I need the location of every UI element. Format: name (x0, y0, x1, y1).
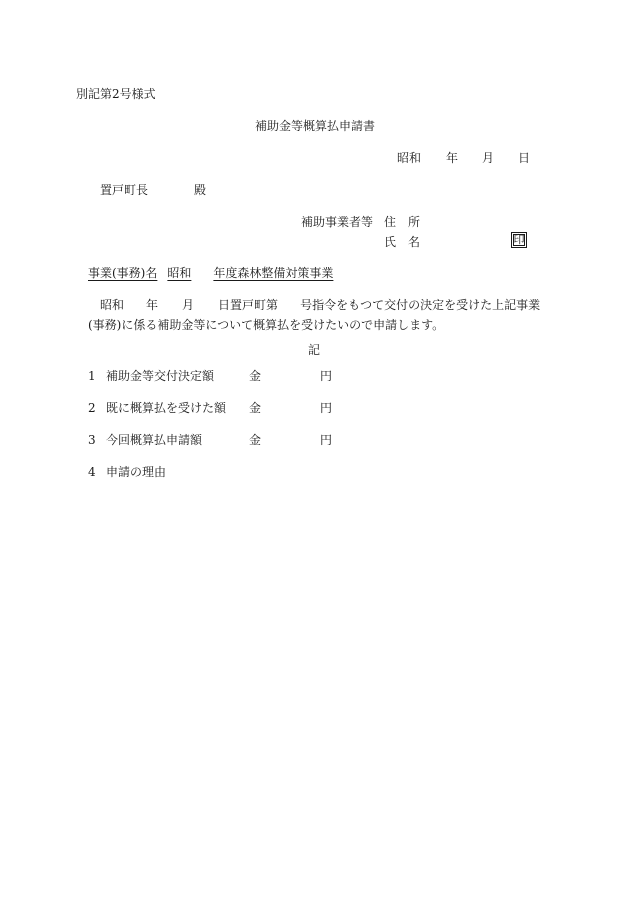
body-day-office: 日置戸町第 (218, 298, 279, 312)
form-number: 別記第2号様式 (76, 87, 156, 101)
item-number: 1 (88, 369, 96, 383)
item-number: 3 (88, 433, 96, 447)
body-era: 昭和 (100, 298, 125, 312)
item-prefix: 金 (249, 369, 262, 383)
date-year: 年 (446, 151, 459, 165)
project-name-line (88, 266, 333, 280)
item-label: 今回概算払申請額 (106, 433, 203, 447)
seal-stamp-box: 印 (511, 232, 527, 248)
date-month: 月 (482, 151, 495, 165)
body-month: 月 (182, 298, 195, 312)
item-number: 2 (88, 401, 96, 415)
item-unit: 円 (320, 369, 333, 383)
list-item (88, 401, 332, 415)
list-item (88, 465, 166, 479)
applicant-label: 補助事業者等 (301, 215, 374, 229)
addressee-name: 置戸町長 (100, 183, 149, 197)
project-suffix: 年度森林整備対策事業 (213, 266, 334, 280)
list-item (88, 433, 332, 447)
item-label: 補助金等交付決定額 (106, 369, 215, 383)
document-title: 補助金等概算払申請書 (255, 119, 376, 133)
body-line-1 (100, 298, 540, 312)
date-line (397, 151, 530, 165)
applicant-address-row (301, 215, 420, 229)
date-day: 日 (518, 151, 531, 165)
item-prefix: 金 (249, 401, 262, 415)
date-era: 昭和 (397, 151, 422, 165)
item-prefix: 金 (249, 433, 262, 447)
item-number: 4 (88, 465, 96, 479)
ki-marker: 記 (308, 343, 321, 357)
project-label: 事業(事務)名 (88, 266, 158, 280)
addressee-honorific: 殿 (194, 183, 207, 197)
project-era: 昭和 (167, 266, 192, 280)
body-line-2: (事務)に係る補助金等について概算払を受けたいので申請します。 (88, 318, 445, 332)
item-unit: 円 (320, 433, 333, 447)
addressee (100, 183, 206, 197)
item-unit: 円 (320, 401, 333, 415)
body-rest: 号指令をもつて交付の決定を受けた上記事業 (300, 298, 541, 312)
address-label: 住 所 (384, 215, 421, 229)
name-label: 氏 名 (384, 235, 421, 249)
item-label: 既に概算払を受けた額 (106, 401, 227, 415)
list-item (88, 369, 332, 383)
item-label: 申請の理由 (106, 465, 167, 479)
body-year: 年 (146, 298, 159, 312)
